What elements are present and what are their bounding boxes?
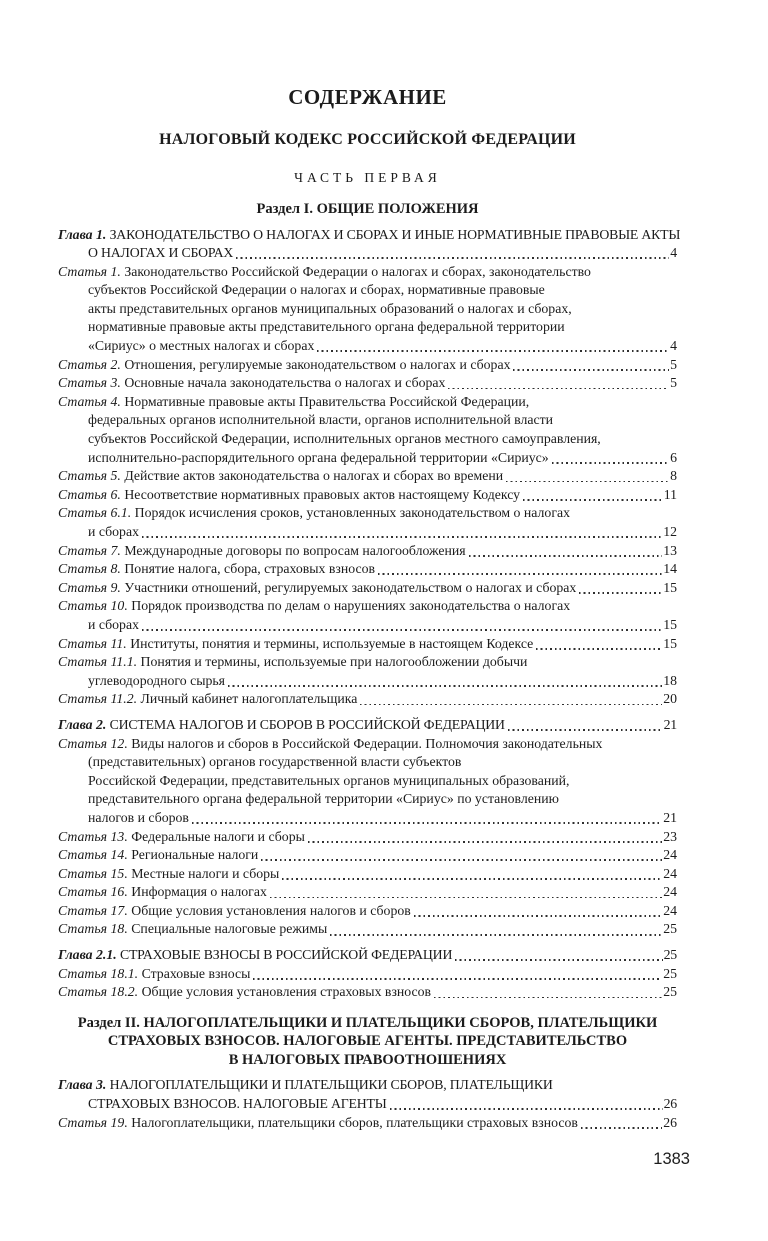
toc-entry xyxy=(58,1076,677,1113)
toc-entry-line xyxy=(58,467,677,486)
toc-entry-line xyxy=(58,393,677,412)
entry-text: и сборах xyxy=(88,524,139,539)
toc-entry xyxy=(58,560,677,579)
entry-text: Статья 11.1. Понятия и термины, используемые при налогообложении добычи xyxy=(58,654,528,670)
toc-entry-line xyxy=(58,753,677,772)
entry-page-number: 21 xyxy=(663,809,677,825)
toc-entry-line xyxy=(58,411,677,430)
entry-text: Статья 6. Несоответствие нормативных правовых актов настоящему Кодексу xyxy=(58,486,521,502)
entry-label: Глава 1. xyxy=(58,226,107,242)
dot-leader xyxy=(390,1108,663,1110)
entry-text: исполнительно-распорядительного органа федеральной территории «Сириус» xyxy=(88,449,549,465)
toc-entry-line xyxy=(58,337,677,356)
entry-text: субъектов Российской Федерации, исполнительных органов местного самоуправления, xyxy=(88,431,601,447)
entry-text: Статья 4. Нормативные правовые акты Правительства Российской Федерации, xyxy=(58,393,530,409)
entry-page-number: 23 xyxy=(663,828,677,844)
entry-text: Статья 15. Местные налоги и сборы xyxy=(58,865,280,881)
entry-text: Статья 2. Отношения, регулируемые законодательством о налогах и сборах xyxy=(58,356,511,372)
entry-label: Статья 9. xyxy=(58,579,121,595)
dot-leader xyxy=(579,592,662,594)
code-title: НАЛОГОВЫЙ КОДЕКС РОССИЙСКОЙ ФЕДЕРАЦИИ xyxy=(159,131,576,148)
dot-leader xyxy=(270,897,662,899)
toc-entry-line xyxy=(58,716,677,735)
toc-entry-line xyxy=(58,1076,677,1095)
entry-label: Статья 10. xyxy=(58,598,128,614)
entry-page-number: 18 xyxy=(663,672,677,688)
dot-leader xyxy=(236,257,669,259)
entry-text: Статья 18. Специальные налоговые режимы xyxy=(58,921,328,937)
toc-entry-line xyxy=(58,735,677,754)
entry-page-number: 12 xyxy=(663,524,677,539)
entry-text: Глава 3. НАЛОГОПЛАТЕЛЬЩИКИ И ПЛАТЕЛЬЩИКИ СБОРОВ, ПЛАТЕЛЬЩИКИ xyxy=(58,1077,553,1093)
toc-entry-line xyxy=(58,616,677,635)
toc-entry-line xyxy=(58,1114,677,1133)
entry-text: Глава 2.1. СТРАХОВЫЕ ВЗНОСЫ В РОССИЙСКОЙ ФЕДЕРАЦИИ xyxy=(58,947,453,963)
entry-page-number: 8 xyxy=(670,468,677,484)
entry-page-number: 4 xyxy=(670,338,677,354)
toc-entry xyxy=(58,393,677,467)
toc-entry-line xyxy=(58,828,677,847)
toc-entry xyxy=(58,226,681,263)
toc-entry-line xyxy=(58,318,677,337)
entry-page-number: 25 xyxy=(663,947,677,963)
entry-label: Глава 3. xyxy=(58,1077,107,1093)
toc-entry xyxy=(58,690,677,709)
toc-entry-line xyxy=(58,965,677,984)
toc-entry-line xyxy=(58,865,677,884)
section-heading-line: Раздел I. ОБЩИЕ ПОЛОЖЕНИЯ xyxy=(256,201,479,217)
entry-text: Статья 8. Понятие налога, сбора, страховых взносов xyxy=(58,561,376,577)
toc-entry-line xyxy=(58,523,677,542)
toc-entry xyxy=(58,920,677,939)
toc-entry-line xyxy=(58,300,677,319)
toc-entry xyxy=(58,542,677,561)
toc-entry-line xyxy=(58,244,677,263)
dot-leader xyxy=(330,934,662,936)
page-number: 1383 xyxy=(653,1150,690,1168)
toc-entry-line xyxy=(58,504,677,523)
toc-entry-line xyxy=(58,983,677,1002)
dot-leader xyxy=(455,959,662,961)
entry-page-number: 25 xyxy=(663,984,677,1000)
toc-entry-line xyxy=(58,635,677,654)
entry-text: Глава 2. СИСТЕМА НАЛОГОВ И СБОРОВ В РОССИЙСКОЙ ФЕДЕРАЦИИ xyxy=(58,716,505,732)
toc-entry xyxy=(58,965,677,984)
entry-page-number: 15 xyxy=(663,616,677,632)
toc-entry-line xyxy=(58,560,677,579)
toc-entry xyxy=(58,883,677,902)
dot-leader xyxy=(308,841,662,843)
toc-entry-line xyxy=(58,542,677,561)
entry-text: СТРАХОВЫХ ВЗНОСОВ. НАЛОГОВЫЕ АГЕНТЫ xyxy=(88,1095,387,1111)
entry-label: Статья 18.2. xyxy=(58,984,139,1000)
dot-leader xyxy=(414,915,662,917)
entry-text: Статья 11.2. Личный кабинет налогоплательщика xyxy=(58,691,358,707)
dot-leader xyxy=(142,629,662,631)
entry-label: Статья 17. xyxy=(58,902,128,918)
toc-entry xyxy=(58,467,677,486)
entry-text: акты представительных органов муниципальных образований о налогах и сборах, xyxy=(88,300,572,316)
entry-text: (представительных) органов государственной власти субъектов xyxy=(88,754,462,770)
dot-leader xyxy=(253,978,662,980)
toc-entry-line xyxy=(58,809,677,828)
entry-text: Статья 3. Основные начала законодательства о налогах и сборах xyxy=(58,375,446,391)
dot-leader xyxy=(469,555,663,557)
toc-entry-line xyxy=(58,690,677,709)
section-heading-line: СТРАХОВЫХ ВЗНОСОВ. НАЛОГОВЫЕ АГЕНТЫ. ПРЕДСТАВИТЕЛЬСТВО xyxy=(107,1033,628,1050)
entry-text: Статья 5. Действие актов законодательства о налогах и сборах во времени xyxy=(58,468,504,484)
dot-leader xyxy=(261,859,662,861)
toc-entry xyxy=(58,1114,677,1133)
toc-entry xyxy=(58,504,677,541)
entry-text: Глава 1. ЗАКОНОДАТЕЛЬСТВО О НАЛОГАХ И СБОРАХ И ИНЫЕ НОРМАТИВНЫЕ ПРАВОВЫЕ АКТЫ xyxy=(58,226,681,242)
entry-label: Глава 2. xyxy=(58,716,107,732)
entry-page-number: 14 xyxy=(663,561,677,577)
toc-entry-line xyxy=(58,946,677,965)
entry-label: Статья 6. xyxy=(58,486,121,502)
entry-label: Статья 12. xyxy=(58,735,128,751)
dot-leader xyxy=(508,729,663,731)
entry-text: Статья 19. Налогоплательщики, плательщики сборов, плательщики страховых взносов xyxy=(58,1114,578,1130)
dot-leader xyxy=(434,997,662,999)
toc-entry xyxy=(58,902,677,921)
toc-entry xyxy=(58,374,677,393)
entry-page-number: 26 xyxy=(663,1095,677,1111)
entry-label: Статья 11.2. xyxy=(58,691,138,707)
dot-leader xyxy=(506,481,669,483)
dot-leader xyxy=(192,822,662,824)
toc-entry-line xyxy=(58,920,677,939)
dot-leader xyxy=(448,388,669,390)
entry-label: Статья 16. xyxy=(58,884,128,900)
dot-leader xyxy=(282,878,662,880)
toc-entry-line xyxy=(58,356,677,375)
toc-entry xyxy=(58,263,677,356)
toc-entry xyxy=(58,865,677,884)
section-heading-line: В НАЛОГОВЫХ ПРАВООТНОШЕНИЯХ xyxy=(228,1051,507,1068)
toc-entry xyxy=(58,946,677,965)
dot-leader xyxy=(228,685,662,687)
entry-text: Статья 16. Информация о налогах xyxy=(58,884,267,900)
entry-text: Статья 7. Международные договоры по вопросам налогообложения xyxy=(58,542,466,558)
entry-text: и сборах xyxy=(88,616,139,632)
entry-label: Статья 11. xyxy=(58,635,127,651)
entry-text: Статья 18.1. Страховые взносы xyxy=(58,965,251,981)
toc-entry-line xyxy=(58,790,677,809)
entry-text: О НАЛОГАХ И СБОРАХ xyxy=(88,245,234,261)
toc-entry-line xyxy=(58,846,677,865)
toc-entry-line xyxy=(58,263,677,282)
entry-label: Статья 6.1. xyxy=(58,505,132,521)
entry-page-number: 26 xyxy=(663,1114,677,1130)
entry-text: Статья 17. Общие условия установления налогов и сборов xyxy=(58,902,411,918)
toc-entry-line xyxy=(58,430,677,449)
dot-leader xyxy=(317,350,669,352)
dot-leader xyxy=(360,704,662,706)
entry-page-number: 15 xyxy=(663,579,677,595)
entry-label: Статья 8. xyxy=(58,561,121,577)
entry-label: Статья 2. xyxy=(58,356,121,372)
toc-entry xyxy=(58,983,677,1002)
entry-label: Статья 11.1. xyxy=(58,654,138,670)
entry-text: Статья 10. Порядок производства по делам о нарушениях законодательства о налогах xyxy=(58,598,571,614)
entry-page-number: 5 xyxy=(670,356,677,372)
entry-label: Статья 19. xyxy=(58,1114,128,1130)
entry-page-number: 24 xyxy=(663,865,677,881)
entry-label: Статья 14. xyxy=(58,847,128,863)
entry-page-number: 11 xyxy=(663,486,677,502)
section-heading xyxy=(58,200,677,219)
entry-page-number: 25 xyxy=(663,921,677,937)
toc-list xyxy=(58,200,681,1132)
section-heading-line: Раздел II. НАЛОГОПЛАТЕЛЬЩИКИ И ПЛАТЕЛЬЩИКИ СБОРОВ, ПЛАТЕЛЬЩИКИ xyxy=(77,1014,658,1031)
entry-label: Глава 2.1. xyxy=(58,947,117,963)
toc-entry xyxy=(58,735,677,828)
entry-page-number: 15 xyxy=(663,635,677,651)
entry-page-number: 6 xyxy=(670,449,677,465)
dot-leader xyxy=(523,499,663,501)
dot-leader xyxy=(552,462,669,464)
entry-text: Статья 18.2. Общие условия установления страховых взносов xyxy=(58,984,432,1000)
toc-entry-line xyxy=(58,1095,677,1114)
dot-leader xyxy=(513,369,669,371)
entry-text: Статья 11. Институты, понятия и термины, используемые в настоящем Кодексе xyxy=(58,635,534,651)
part-title: ЧАСТЬ ПЕРВАЯ xyxy=(294,170,441,185)
entry-label: Статья 3. xyxy=(58,375,121,391)
entry-label: Статья 18. xyxy=(58,921,128,937)
toc-entry xyxy=(58,653,677,690)
entry-text: Российской Федерации, представительных органов муниципальных образований, xyxy=(88,772,570,788)
entry-page-number: 24 xyxy=(663,847,677,863)
entry-page-number: 5 xyxy=(670,375,677,391)
entry-page-number: 13 xyxy=(663,542,677,558)
toc-entry-line xyxy=(58,672,677,691)
entry-text: нормативные правовые акты представительного органа федеральной территории xyxy=(88,319,565,335)
toc-entry xyxy=(58,846,677,865)
toc-entry xyxy=(58,828,677,847)
section-heading xyxy=(58,1014,677,1070)
entry-text: Статья 13. Федеральные налоги и сборы xyxy=(58,828,305,844)
entry-text: Статья 1. Законодательство Российской Федерации о налогах и сборах, законодательство xyxy=(58,263,591,279)
entry-text: углеводородного сырья xyxy=(88,672,225,688)
entry-text: Статья 9. Участники отношений, регулируемых законодательством о налогах и сборах xyxy=(58,579,577,595)
toc-entry-line xyxy=(58,653,677,672)
toc-entry-line xyxy=(58,597,677,616)
entry-text: представительного органа федеральной территории «Сириус» по установлению xyxy=(88,791,559,807)
dot-leader xyxy=(581,1127,662,1129)
dot-leader xyxy=(536,648,662,650)
toc-entry-line xyxy=(58,902,677,921)
entry-label: Статья 18.1. xyxy=(58,965,139,981)
entry-page-number: 4 xyxy=(670,245,677,261)
entry-text: Статья 12. Виды налогов и сборов в Российской Федерации. Полномочия законодательных xyxy=(58,735,603,751)
entry-label: Статья 13. xyxy=(58,828,128,844)
dot-leader xyxy=(142,536,662,538)
entry-page-number: 20 xyxy=(663,691,677,707)
entry-page-number: 24 xyxy=(663,884,677,900)
entry-label: Статья 5. xyxy=(58,468,121,484)
entry-text: «Сириус» о местных налогах и сборах xyxy=(88,338,315,354)
entry-label: Статья 4. xyxy=(58,393,121,409)
toc-entry-line xyxy=(58,486,677,505)
entry-label: Статья 1. xyxy=(58,263,121,279)
entry-text: федеральных органов исполнительной власти, органов исполнительной власти xyxy=(88,412,554,428)
dot-leader xyxy=(378,573,662,575)
toc-entry-line xyxy=(58,579,677,598)
toc-entry xyxy=(58,716,677,735)
entry-label: Статья 7. xyxy=(58,542,121,558)
toc-entry xyxy=(58,356,677,375)
toc-entry-line xyxy=(58,226,681,245)
entry-text: Статья 14. Региональные налоги xyxy=(58,847,259,863)
entry-text: Статья 6.1. Порядок исчисления сроков, установленных законодательством о налогах xyxy=(58,505,570,521)
entry-text: субъектов Российской Федерации о налогах и сборах, нормативные правовые xyxy=(88,282,545,298)
toc-entry xyxy=(58,597,677,634)
toc-entry xyxy=(58,579,677,598)
toc-entry xyxy=(58,635,677,654)
entry-label: Статья 15. xyxy=(58,865,128,881)
entry-page-number: 21 xyxy=(663,716,677,732)
toc-entry-line xyxy=(58,449,677,468)
toc-entry-line xyxy=(58,281,677,300)
entry-page-number: 25 xyxy=(663,965,677,981)
toc-entry xyxy=(58,486,677,505)
toc-title: СОДЕРЖАНИЕ xyxy=(288,85,447,109)
toc-entry-line xyxy=(58,374,677,393)
entry-page-number: 24 xyxy=(663,902,677,918)
entry-text: налогов и сборов xyxy=(88,809,189,825)
toc-entry-line xyxy=(58,772,677,791)
toc-entry-line xyxy=(58,883,677,902)
